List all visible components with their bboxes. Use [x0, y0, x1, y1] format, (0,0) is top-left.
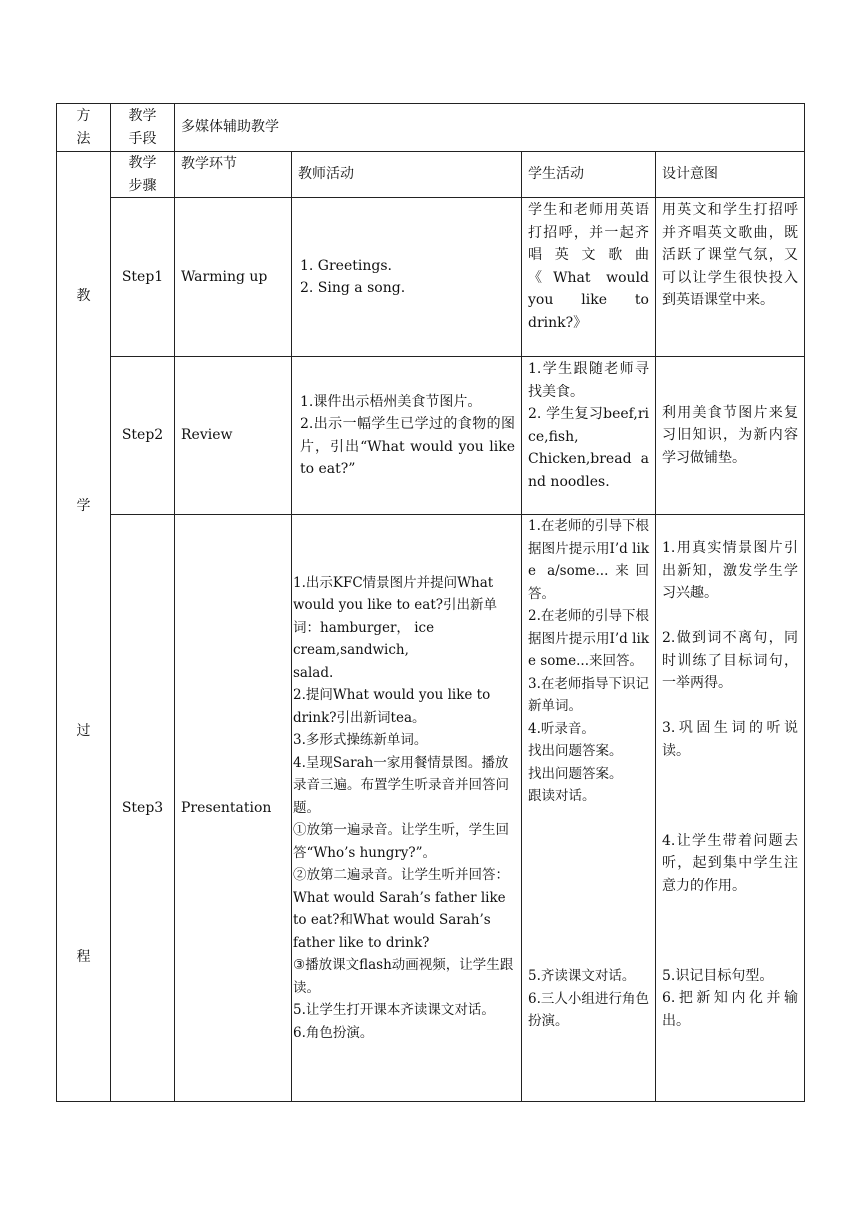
design-purpose: 利用美食节图片来复习旧知识，为新内容学习做铺垫。: [656, 357, 805, 515]
col-step-header: 教学 步骤: [111, 152, 175, 198]
stage-cell: Presentation: [175, 515, 292, 1102]
table-row: [57, 515, 805, 1102]
process-label: [57, 152, 111, 1102]
student-activity: 1.学生跟随老师寻找美食。 2. 学生复习beef,rice,fish, Chicken,bread and noodles.: [522, 357, 656, 515]
teacher-activity: 1.出示KFC情景图片并提问What would you like to eat?引出新单词：hamburger， ice cream,sandwich, salad. 2.提问What would you like to drink?引出新词tea。 3.多形式操练新单词。 4.呈现Sarah一家用餐情景图。播放录音三遍。布置学生听录音并回答问题。 ①放第一遍录音。让学生听，学生回答“Who’s hungry?”。 ②放第二遍录音。让学生听并回答：What would Sarah’s father like to eat?和What would Sarah’s father like to drink? ③播放课文flash动画视频，让学生跟读。 5.让学生打开课本齐读课文对话。 6.角色扮演。: [292, 515, 522, 1102]
col-stage-header: 教学环节: [175, 152, 292, 198]
process-char: 学: [76, 497, 91, 514]
col-teacher-header: 教师活动: [292, 152, 522, 198]
process-char: 过: [76, 723, 91, 739]
teacher-activity: 1.课件出示梧州美食节图片。 2.出示一幅学生已学过的食物的图片，引出“What would you like to eat?”: [292, 357, 522, 515]
table-row: [57, 357, 805, 515]
student-activity: 学生和老师用英语打招呼，并一起齐唱英文歌曲《What would you like to drink?》: [522, 198, 656, 357]
col-purpose-header: 设计意图: [656, 152, 805, 198]
process-char: 教: [76, 288, 91, 304]
step-cell: Step3: [111, 515, 175, 1102]
means-value: 多媒体辅助教学: [175, 104, 805, 152]
step-cell: Step2: [111, 357, 175, 515]
process-char: 程: [76, 948, 91, 965]
stage-cell: Review: [175, 357, 292, 515]
stage-cell: Warming up: [175, 198, 292, 357]
student-activity: 1.在老师的引导下根据图片提示用I’d like a/some...来回答。 2.在老师的引导下根据图片提示用I’d like some...来回答。 3.在老师指导下识记新单词。 4.听录音。 找出问题答案。 找出问题答案。 跟读对话。 5.齐读课文对话。 6.三人小组进行角色扮演。: [522, 515, 656, 1102]
teacher-activity: 1. Greetings. 2. Sing a song.: [292, 198, 522, 357]
means-label: 教学 手段: [111, 104, 175, 152]
col-student-header: 学生活动: [522, 152, 656, 198]
step-cell: Step1: [111, 198, 175, 357]
table-row: [57, 198, 805, 357]
lesson-plan-table: [56, 103, 805, 1102]
header-row: [57, 104, 805, 152]
design-purpose: 用英文和学生打招呼并齐唱英文歌曲，既活跃了课堂气氛，又可以让学生很快投入到英语课堂中来。: [656, 198, 805, 357]
column-header-row: [57, 152, 805, 198]
method-label: 方 法: [57, 104, 111, 152]
design-purpose: 1.用真实情景图片引出新知，激发学生学习兴趣。 2.做到词不离句，同时训练了目标词句，一举两得。 3.巩固生词的听说读。 4.让学生带着问题去听，起到集中学生注意力的作用。 5.识记目标句型。 6.把新知内化并输出。: [656, 515, 805, 1102]
